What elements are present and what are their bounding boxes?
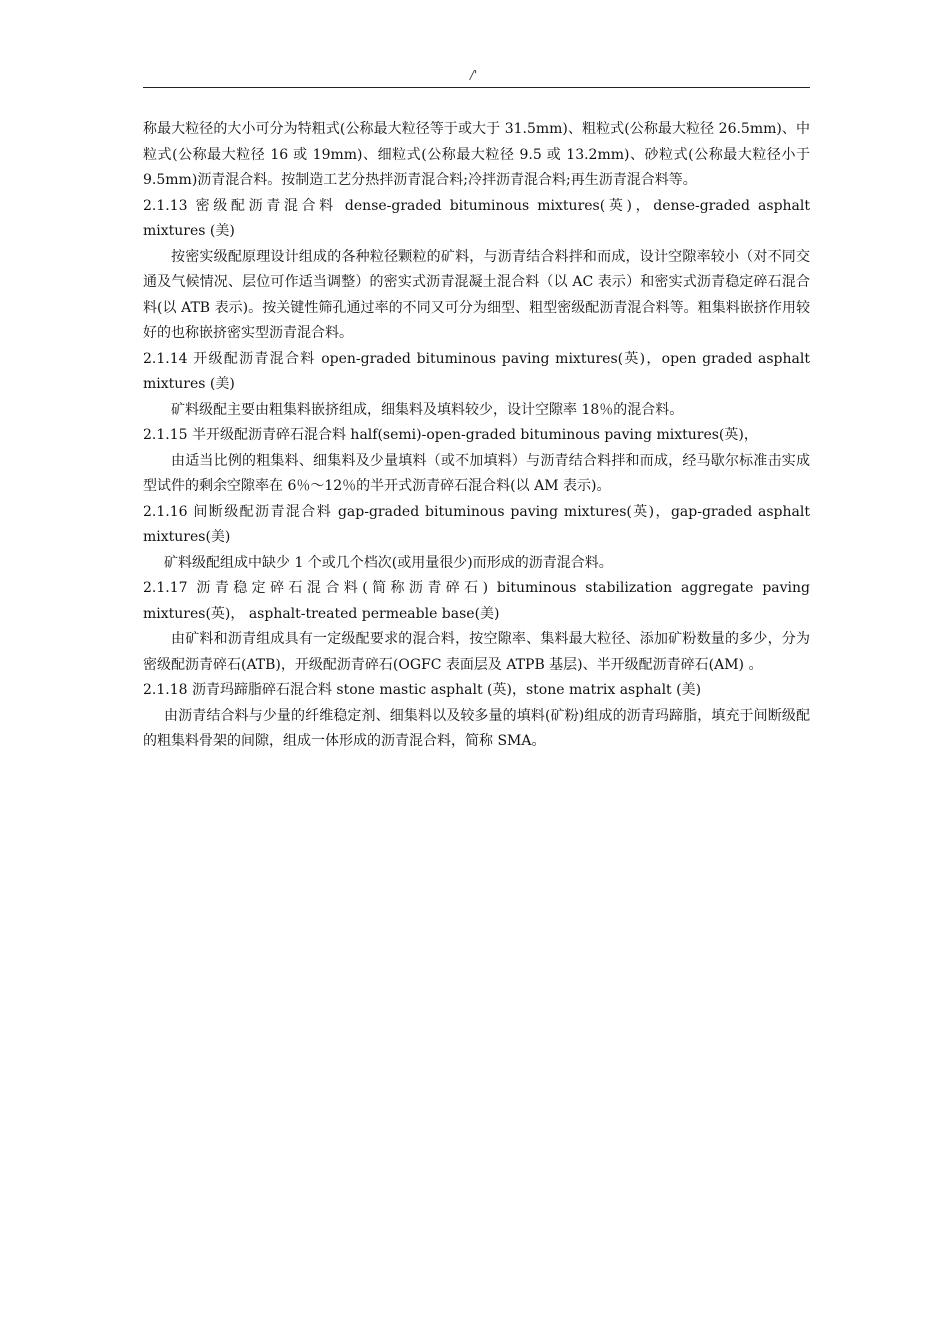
definition-2-1-13: 按密实级配原理设计组成的各种粒径颗粒的矿料，与沥青结合料拌和而成，设计空隙率较小（对不同交通及气候情况、层位可作适当调整）的密实式沥青混凝土混合料（以 AC 表示）和密实式沥青稳定碎石混合料(以 ATB 表示)。按关键性筛孔通过率的不同又可分为细型、粗型密级配沥青混合料等。粗集料嵌挤作用较好的也称嵌挤密实型沥青混合料。 [143,248,810,341]
term-2-1-13: 2.1.13 密级配沥青混合料 dense-graded bituminous mixtures(英)，dense-graded asphalt mixtures (美) [143,197,810,239]
term-2-1-16: 2.1.16 间断级配沥青混合料 gap-graded bituminous paving mixtures(英)，gap-graded asphalt mixtures(美) [143,503,810,545]
term-2-1-15: 2.1.15 半开级配沥青碎石混合料 half(semi)-open-graded bituminous paving mixtures(英)， [143,427,758,443]
paragraph-intro: 称最大粒径的大小可分为特粗式(公称最大粒径等于或大于 31.5mm)、粗粒式(公称最大粒径 26.5mm)、中粒式(公称最大粒径 16 或 19mm)、细粒式(公称最大粒径 9.5 或 13.2mm)、砂粒式(公称最大粒径小于 9.5mm)沥青混合料。按制造工艺分热拌沥青混合料;冷拌沥青混合料;再生沥青混合料等。 [143,121,810,188]
term-2-1-14: 2.1.14 开级配沥青混合料 open-graded bituminous paving mixtures(英)，open graded asphalt mixtures (美) [143,350,810,392]
definition-2-1-14: 矿料级配主要由粗集料嵌挤组成，细集料及填料较少，设计空隙率 18％的混合料。 [171,401,684,418]
definition-2-1-17: 由矿料和沥青组成具有一定级配要求的混合料，按空隙率、集料最大粒径、添加矿粉数量的多少，分为密级配沥青碎石(ATB)，开级配沥青碎石(OGFC 表面层及 ATPB 基层)、半开级配沥青碎石(AM) 。 [143,631,810,673]
definition-2-1-18: 由沥青结合料与少量的纤维稳定剂、细集料以及较多量的填料(矿粉)组成的沥青玛蹄脂，填充于间断级配的粗集料骨架的间隙，组成一体形成的沥青混合料，简称 SMA。 [143,707,810,749]
header-mark: /' [470,68,478,82]
term-2-1-18: 2.1.18 沥青玛蹄脂碎石混合料 stone mastic asphalt (英)，stone matrix asphalt (美) [143,682,702,698]
definition-2-1-15: 由适当比例的粗集料、细集料及少量填料（或不加填料）与沥青结合料拌和而成，经马歇尔标准击实成型试件的剩余空隙率在 6％～12％的半开式沥青碎石混合料(以 AM 表示)。 [143,452,810,494]
document-body [143,117,810,755]
definition-2-1-16: 矿料级配组成中缺少 1 个或几个档次(或用量很少)而形成的沥青混合料。 [164,554,613,571]
term-2-1-17: 2.1.17 沥青稳定碎石混合料(简称沥青碎石) bituminous stabilization aggregate paving mixtures(英)， asphalt-treated permeable base(美) [143,580,810,622]
page-header [143,66,810,88]
